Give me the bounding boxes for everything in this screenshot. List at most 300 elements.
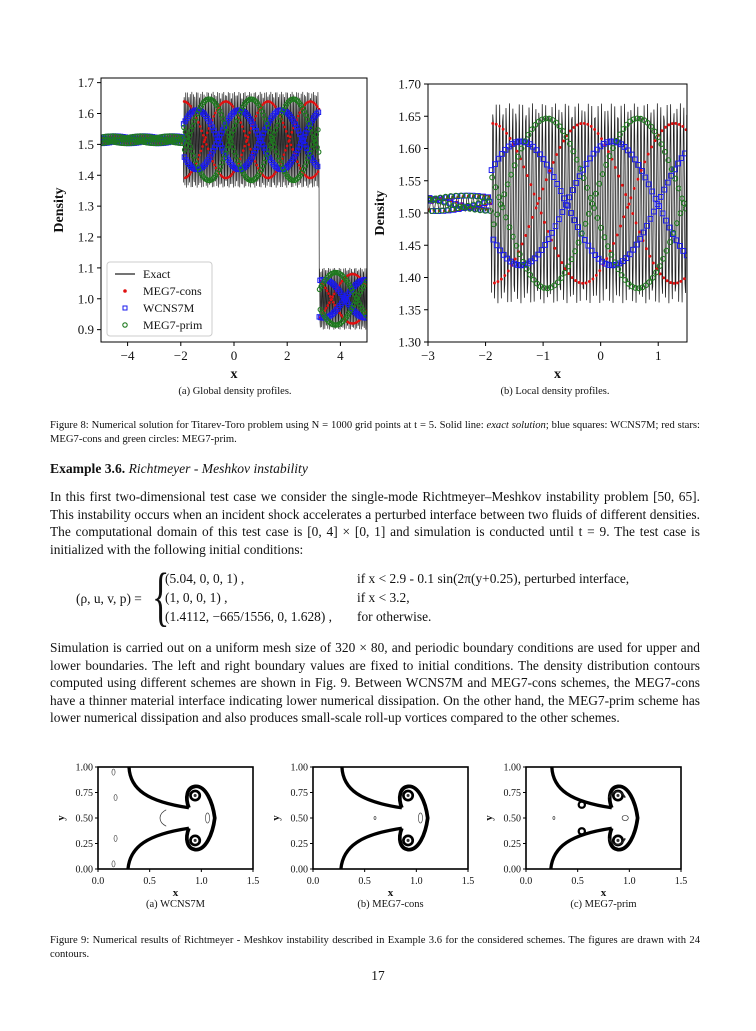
x-tick-label: 0.5 bbox=[143, 876, 156, 887]
meg7-prim-marker bbox=[510, 234, 515, 239]
meg7-cons-marker bbox=[640, 169, 643, 172]
meg7-prim-marker bbox=[502, 192, 507, 197]
y-tick-label: 0.00 bbox=[75, 864, 93, 876]
meg7-cons-marker bbox=[254, 160, 257, 163]
meg7-cons-marker bbox=[529, 183, 532, 186]
meg7-cons-marker bbox=[534, 206, 537, 209]
x-tick-label: 0.5 bbox=[571, 876, 584, 887]
equation-value: (1.4112, −665/1556, 0, 1.628) , bbox=[165, 609, 332, 624]
y-tick-label: 1.00 bbox=[503, 762, 521, 774]
legend bbox=[107, 262, 212, 336]
meg7-cons-marker bbox=[559, 146, 562, 149]
wcns7m-marker bbox=[650, 189, 655, 194]
x-tick-label: 2 bbox=[283, 348, 291, 363]
meg7-cons-marker bbox=[522, 165, 525, 168]
y-axis-label: Density bbox=[52, 187, 67, 233]
meg7-cons-marker bbox=[536, 202, 539, 205]
meg7-cons-marker bbox=[326, 289, 329, 292]
legend-label: WCNS7M bbox=[143, 301, 195, 315]
meg7-cons-marker bbox=[239, 121, 242, 124]
meg7-cons-marker bbox=[327, 292, 330, 295]
meg7-cons-marker bbox=[291, 131, 294, 134]
contour-panel bbox=[270, 763, 474, 911]
meg7-prim-marker bbox=[681, 201, 686, 206]
meg7-cons-marker bbox=[560, 261, 563, 264]
x-tick-label: 1 bbox=[654, 348, 662, 363]
y-tick-label: 1.45 bbox=[398, 237, 421, 253]
meg7-cons-marker bbox=[498, 125, 501, 128]
meg7-prim-marker bbox=[504, 215, 509, 220]
legend-dot-icon bbox=[123, 289, 127, 293]
meg7-prim-marker bbox=[576, 240, 581, 245]
y-tick-label: 1.60 bbox=[398, 141, 421, 156]
exact-solution-line bbox=[425, 103, 689, 303]
meg7-cons-marker bbox=[659, 272, 662, 275]
wcns7m-marker bbox=[555, 182, 560, 187]
y-tick-label: 0.50 bbox=[503, 813, 521, 825]
meg7-cons-marker bbox=[297, 115, 300, 118]
meg7-cons-marker bbox=[317, 170, 320, 173]
meg7-cons-marker bbox=[507, 270, 510, 273]
wcns7m-marker bbox=[557, 217, 562, 222]
y-axis-label: Density bbox=[373, 190, 388, 236]
meg7-cons-marker bbox=[683, 277, 686, 280]
small-contour bbox=[114, 795, 117, 801]
meg7-cons-marker bbox=[197, 121, 200, 124]
meg7-cons-marker bbox=[207, 148, 210, 151]
panel-subcaption: (a) WCNS7M bbox=[145, 899, 206, 910]
example-label: Example 3.6. bbox=[50, 461, 126, 476]
x-tick-label: 0.0 bbox=[519, 876, 533, 887]
meg7-cons-marker bbox=[316, 105, 319, 108]
equation-value: (1, 0, 0, 1) , bbox=[165, 590, 228, 605]
meg7-cons-marker bbox=[286, 145, 289, 148]
x-tick-label: −4 bbox=[120, 348, 135, 363]
meg7-cons-marker bbox=[617, 175, 620, 178]
meg7-cons-marker bbox=[524, 234, 527, 237]
meg7-cons-marker bbox=[330, 298, 333, 301]
x-tick-label: 0.0 bbox=[91, 876, 105, 887]
meg7-cons-marker bbox=[493, 282, 496, 285]
meg7-cons-marker bbox=[274, 105, 277, 108]
meg7-cons-marker bbox=[214, 112, 217, 115]
meg7-prim-marker bbox=[609, 252, 614, 257]
density-contour-interface bbox=[551, 767, 638, 869]
y-tick-label: 1.2 bbox=[77, 229, 94, 245]
meg7-cons-marker bbox=[586, 123, 589, 126]
x-axis-label: x bbox=[387, 887, 394, 899]
meg7-cons-marker bbox=[247, 143, 250, 146]
meg7-cons-marker bbox=[612, 242, 615, 245]
meg7-cons-marker bbox=[315, 173, 318, 176]
y-axis-label: y bbox=[55, 815, 67, 821]
x-tick-label: 1.0 bbox=[623, 876, 636, 887]
inner-contour bbox=[205, 813, 209, 823]
y-axis-label: y bbox=[483, 815, 495, 821]
meg7-cons-marker bbox=[231, 173, 234, 176]
small-contour bbox=[114, 835, 117, 841]
meg7-prim-marker bbox=[675, 221, 680, 226]
meg7-cons-marker bbox=[204, 139, 207, 142]
x-axis-label: x bbox=[172, 887, 179, 899]
meg7-prim-marker bbox=[190, 124, 194, 128]
meg7-prim-marker bbox=[190, 149, 194, 153]
meg7-cons-marker bbox=[545, 178, 548, 181]
meg7-cons-marker bbox=[503, 274, 506, 277]
y-tick-label: 0.75 bbox=[290, 788, 308, 799]
y-tick-label: 1.1 bbox=[77, 260, 94, 276]
meg7-cons-marker bbox=[273, 173, 276, 176]
meg7-cons-marker bbox=[557, 254, 560, 257]
meg7-cons-marker bbox=[328, 301, 331, 304]
wcns7m-marker bbox=[553, 224, 558, 229]
x-tick-label: −1 bbox=[536, 348, 551, 363]
wcns7m-marker bbox=[586, 243, 591, 248]
meg7-prim-marker bbox=[509, 172, 514, 177]
y-tick-label: 1.65 bbox=[398, 108, 421, 124]
meg7-cons-marker bbox=[624, 193, 627, 196]
meg7-cons-marker bbox=[505, 132, 508, 135]
axes-frame bbox=[526, 767, 681, 869]
x-tick-label: −2 bbox=[478, 348, 493, 363]
meg7-cons-marker bbox=[572, 126, 575, 129]
wcns7m-marker bbox=[652, 209, 657, 214]
caption-text: ; blue squares: WCNS7M; red stars: MEG7-cons and green circles: MEG7-prim. bbox=[50, 420, 700, 445]
meg7-cons-marker bbox=[671, 122, 674, 125]
meg7-cons-marker bbox=[678, 123, 681, 126]
roll-up-vortex bbox=[579, 802, 585, 808]
meg7-cons-marker bbox=[324, 287, 327, 290]
meg7-cons-marker bbox=[325, 307, 328, 310]
y-tick-label: 0.25 bbox=[75, 839, 93, 850]
y-tick-label: 0.00 bbox=[290, 864, 308, 876]
meg7-cons-marker bbox=[291, 148, 294, 151]
meg7-cons-marker bbox=[676, 281, 679, 284]
meg7-cons-marker bbox=[198, 154, 201, 157]
meg7-cons-marker bbox=[509, 137, 512, 140]
meg7-cons-marker bbox=[246, 139, 249, 142]
y-tick-label: 1.00 bbox=[290, 762, 308, 774]
equation-condition: if x < 2.9 - 0.1 sin(2π(y+0.25), perturbed interface, bbox=[357, 571, 630, 586]
example-heading bbox=[50, 461, 308, 477]
meg7-cons-marker bbox=[562, 140, 565, 143]
page-number: 17 bbox=[371, 968, 385, 983]
meg7-cons-marker bbox=[598, 269, 601, 272]
meg7-cons-marker bbox=[285, 130, 288, 133]
x-tick-label: 0 bbox=[230, 348, 238, 363]
meg7-cons-marker bbox=[600, 137, 603, 140]
y-tick-label: 1.4 bbox=[77, 167, 94, 183]
meg7-cons-marker bbox=[578, 281, 581, 284]
meg7-cons-marker bbox=[581, 282, 584, 285]
meg7-cons-marker bbox=[500, 278, 503, 281]
x-tick-label: 1.5 bbox=[674, 876, 688, 887]
global-density-chart bbox=[50, 70, 380, 390]
meg7-cons-marker bbox=[616, 234, 619, 237]
meg7-cons-marker bbox=[331, 295, 334, 298]
meg7-cons-marker bbox=[287, 135, 290, 138]
meg7-cons-marker bbox=[248, 131, 251, 134]
meg7-cons-marker bbox=[199, 125, 202, 128]
y-tick-label: 1.6 bbox=[77, 106, 94, 122]
meg7-cons-marker bbox=[631, 212, 634, 215]
meg7-cons-marker bbox=[579, 122, 582, 125]
meg7-cons-marker bbox=[629, 196, 632, 199]
meg7-cons-marker bbox=[574, 279, 577, 282]
meg7-cons-marker bbox=[283, 153, 286, 156]
small-contour bbox=[112, 769, 115, 775]
wcns7m-marker bbox=[550, 230, 555, 235]
meg7-prim-marker bbox=[555, 280, 560, 285]
meg7-cons-marker bbox=[593, 128, 596, 131]
small-contour bbox=[112, 861, 115, 867]
meg7-cons-marker bbox=[619, 225, 622, 228]
example-title: Richtmeyer - Meshkov instability bbox=[128, 461, 308, 476]
meg7-prim-marker bbox=[189, 128, 193, 132]
meg7-cons-marker bbox=[548, 169, 551, 172]
meg7-cons-marker bbox=[583, 122, 586, 125]
meg7-prim-marker bbox=[574, 157, 579, 162]
subcaption-b: (b) Local density profiles. bbox=[500, 386, 610, 397]
meg7-cons-marker bbox=[590, 125, 593, 128]
meg7-cons-marker bbox=[588, 280, 591, 283]
meg7-cons-marker bbox=[626, 206, 629, 209]
inner-contour bbox=[418, 813, 422, 823]
legend-label: Exact bbox=[143, 267, 171, 281]
meg7-cons-marker bbox=[496, 280, 499, 283]
meg7-cons-marker bbox=[502, 128, 505, 131]
wcns7m-marker bbox=[657, 204, 662, 209]
meg7-cons-marker bbox=[654, 139, 657, 142]
meg7-cons-marker bbox=[528, 225, 531, 228]
panel-subcaption: (b) MEG7-cons bbox=[357, 899, 424, 910]
meg7-cons-marker bbox=[538, 197, 541, 200]
meg7-cons-marker bbox=[650, 146, 653, 149]
meg7-cons-marker bbox=[495, 123, 498, 126]
meg7-cons-marker bbox=[647, 153, 650, 156]
meg7-cons-marker bbox=[673, 282, 676, 285]
meg7-cons-marker bbox=[541, 188, 544, 191]
contour-figure bbox=[40, 755, 720, 925]
meg7-cons-marker bbox=[299, 111, 302, 114]
meg7-cons-marker bbox=[491, 122, 494, 125]
wcns7m-marker bbox=[660, 211, 665, 216]
y-tick-label: 0.75 bbox=[503, 788, 521, 799]
meg7-cons-marker bbox=[188, 173, 191, 176]
wcns7m-marker bbox=[658, 194, 663, 199]
meg7-cons-marker bbox=[531, 216, 534, 219]
meg7-cons-marker bbox=[521, 242, 524, 245]
caption-text: Figure 8: Numerical solution for Titarev-Toro problem using N = 1000 grid points at t = 5. Solid line: bbox=[50, 420, 487, 431]
meg7-prim-marker bbox=[505, 182, 510, 187]
meg7-cons-marker bbox=[569, 130, 572, 133]
legend-label: MEG7-cons bbox=[143, 284, 202, 298]
wcns7m-marker bbox=[558, 189, 563, 194]
figure-9-caption: Figure 9: Numerical results of Richtmeyer - Meshkov instability described in Example 3.6 for the considered schemes. The figures are drawn with 24 contours. bbox=[50, 935, 700, 960]
meg7-cons-marker bbox=[329, 295, 332, 298]
y-tick-label: 1.50 bbox=[398, 205, 421, 221]
meg7-cons-marker bbox=[213, 164, 216, 167]
x-tick-label: 1.5 bbox=[461, 876, 475, 887]
y-tick-label: 0.25 bbox=[290, 839, 308, 850]
x-axis-label: x bbox=[600, 887, 607, 899]
meg7-cons-marker bbox=[249, 148, 252, 151]
meg7-cons-marker bbox=[681, 125, 684, 128]
panel-subcaption: (c) MEG7-prim bbox=[570, 899, 637, 910]
wcns7m-marker bbox=[588, 156, 593, 161]
plot-area bbox=[425, 103, 689, 303]
meg7-cons-marker bbox=[296, 160, 299, 163]
wcns7m-marker bbox=[662, 187, 667, 192]
meg7-cons-marker bbox=[652, 262, 655, 265]
x-axis-label: x bbox=[230, 367, 238, 382]
meg7-prim-marker bbox=[507, 225, 512, 230]
meg7-cons-marker bbox=[244, 134, 247, 137]
meg7-cons-marker bbox=[605, 257, 608, 260]
paragraph-2: Simulation is carried out on a uniform mesh size of 320 × 80, and periodic boundary conditions are used for upper and lower boundaries. The left and right boundary values are fixed to initial conditions. The density distribution contours computed using different schemes are shown in Fig. 9. Between WCNS7M and MEG7-cons schemes, the MEG7-cons have a thinner material interface indicating lower numerical dissipation. On the other hand, the MEG7-prim scheme has lower numerical dissipation and also produces small-scale roll-up vortices compared to the other schemes. bbox=[50, 640, 700, 726]
meg7-cons-marker bbox=[241, 125, 244, 128]
meg7-prim-marker bbox=[559, 276, 564, 281]
local-density-chart bbox=[370, 70, 700, 390]
y-tick-label: 1.35 bbox=[398, 302, 421, 318]
caption-italic: exact solution bbox=[486, 420, 546, 431]
meg7-cons-marker bbox=[547, 230, 550, 233]
x-tick-label: −2 bbox=[173, 348, 188, 363]
meg7-cons-marker bbox=[290, 144, 293, 147]
y-tick-label: 1.5 bbox=[77, 136, 94, 152]
meg7-cons-marker bbox=[283, 126, 286, 129]
meg7-cons-marker bbox=[576, 124, 579, 127]
meg7-prim-marker bbox=[191, 154, 195, 158]
wcns7m-marker bbox=[551, 175, 556, 180]
meg7-cons-marker bbox=[212, 115, 215, 118]
meg7-prim-marker bbox=[678, 211, 683, 216]
axes-frame bbox=[313, 767, 468, 869]
axes-frame bbox=[98, 767, 253, 869]
meg7-cons-marker bbox=[635, 221, 638, 224]
roll-up-vortex bbox=[579, 828, 585, 834]
meg7-cons-marker bbox=[666, 279, 669, 282]
meg7-cons-marker bbox=[674, 122, 677, 125]
x-tick-label: 1.0 bbox=[410, 876, 423, 887]
meg7-cons-marker bbox=[555, 153, 558, 156]
x-tick-label: 1.5 bbox=[246, 876, 260, 887]
x-tick-label: 0.0 bbox=[306, 876, 320, 887]
x-axis-label: x bbox=[554, 367, 561, 382]
meg7-cons-marker bbox=[333, 293, 336, 296]
y-tick-label: 0.75 bbox=[75, 788, 93, 799]
equation-condition: if x < 3.2, bbox=[357, 590, 410, 605]
meg7-cons-marker bbox=[638, 230, 641, 233]
paragraph-1: In this first two-dimensional test case we consider the single-mode Richtmeyer–Meshkov instability problem [50, 65]. This instability occurs when an incident shock accelerates a perturbed interface between two fluids of different densities. The computational domain of this test case is [0, 4] × [0, 1] and simulation is conducted until t = 9. The test case is initialized with the following initial conditions: bbox=[50, 489, 700, 557]
contour-panel bbox=[483, 763, 687, 911]
meg7-cons-marker bbox=[282, 121, 285, 124]
meg7-cons-marker bbox=[628, 203, 631, 206]
meg7-cons-marker bbox=[247, 136, 250, 139]
meg7-cons-marker bbox=[533, 193, 536, 196]
meg7-cons-marker bbox=[206, 132, 209, 135]
y-tick-label: 1.70 bbox=[398, 76, 421, 92]
y-tick-label: 1.55 bbox=[398, 173, 421, 189]
meg7-cons-marker bbox=[595, 274, 598, 277]
meg7-cons-marker bbox=[515, 150, 518, 153]
small-contour bbox=[553, 816, 555, 819]
meg7-cons-marker bbox=[284, 149, 287, 152]
meg7-cons-marker bbox=[543, 221, 546, 224]
meg7-cons-marker bbox=[243, 145, 246, 148]
meg7-cons-marker bbox=[212, 160, 215, 163]
y-tick-label: 0.50 bbox=[75, 813, 93, 825]
y-tick-label: 0.00 bbox=[503, 864, 521, 876]
meg7-cons-marker bbox=[552, 161, 555, 164]
x-tick-label: 1.0 bbox=[195, 876, 208, 887]
meg7-cons-marker bbox=[256, 111, 259, 114]
meg7-cons-marker bbox=[567, 272, 570, 275]
contour-plot bbox=[341, 767, 428, 869]
meg7-cons-marker bbox=[189, 105, 192, 108]
meg7-prim-marker bbox=[557, 124, 562, 129]
y-tick-label: 1.0 bbox=[77, 291, 94, 307]
meg7-cons-marker bbox=[571, 276, 574, 279]
wcns7m-marker bbox=[655, 202, 660, 207]
inner-contour bbox=[160, 810, 166, 826]
meg7-cons-marker bbox=[585, 282, 588, 285]
meg7-cons-marker bbox=[661, 129, 664, 132]
meg7-cons-marker bbox=[540, 212, 543, 215]
meg7-cons-marker bbox=[200, 150, 203, 153]
meg7-cons-marker bbox=[201, 145, 204, 148]
density-contour-interface bbox=[341, 767, 428, 869]
meg7-cons-marker bbox=[298, 164, 301, 167]
wcns7m-marker bbox=[653, 196, 658, 201]
equation-brace: { bbox=[152, 560, 170, 633]
y-tick-label: 1.30 bbox=[398, 334, 421, 350]
equation-lhs: (ρ, u, v, p) = bbox=[76, 591, 142, 606]
equation-value: (5.04, 0, 0, 1) , bbox=[165, 571, 245, 586]
meg7-cons-marker bbox=[623, 215, 626, 218]
equation-condition: for otherwise. bbox=[357, 609, 432, 624]
density-contour-interface bbox=[128, 767, 215, 869]
y-tick-label: 1.3 bbox=[77, 198, 94, 214]
meg7-cons-marker bbox=[332, 301, 335, 304]
meg7-cons-marker bbox=[240, 154, 243, 157]
y-tick-label: 1.7 bbox=[77, 75, 94, 91]
meg7-cons-marker bbox=[621, 184, 624, 187]
meg7-cons-marker bbox=[231, 105, 234, 108]
meg7-cons-marker bbox=[597, 132, 600, 135]
meg7-cons-marker bbox=[243, 130, 246, 133]
small-contour bbox=[374, 816, 376, 819]
y-axis-label: y bbox=[270, 815, 282, 821]
meg7-cons-marker bbox=[680, 280, 683, 283]
meg7-cons-marker bbox=[662, 276, 665, 279]
meg7-cons-marker bbox=[607, 150, 610, 153]
meg7-prim-marker bbox=[680, 196, 685, 201]
y-tick-label: 0.25 bbox=[503, 839, 521, 850]
meg7-cons-marker bbox=[204, 136, 207, 139]
y-tick-label: 0.9 bbox=[77, 322, 94, 338]
meg7-cons-marker bbox=[648, 255, 651, 258]
meg7-cons-marker bbox=[242, 149, 245, 152]
meg7-cons-marker bbox=[669, 281, 672, 284]
meg7-cons-marker bbox=[664, 126, 667, 129]
figure-8-caption bbox=[50, 419, 700, 447]
meg7-prim-marker bbox=[676, 186, 681, 191]
meg7-cons-marker bbox=[255, 115, 258, 118]
x-tick-label: 0.5 bbox=[358, 876, 371, 887]
contour-plot bbox=[551, 767, 638, 869]
meg7-cons-marker bbox=[643, 160, 646, 163]
